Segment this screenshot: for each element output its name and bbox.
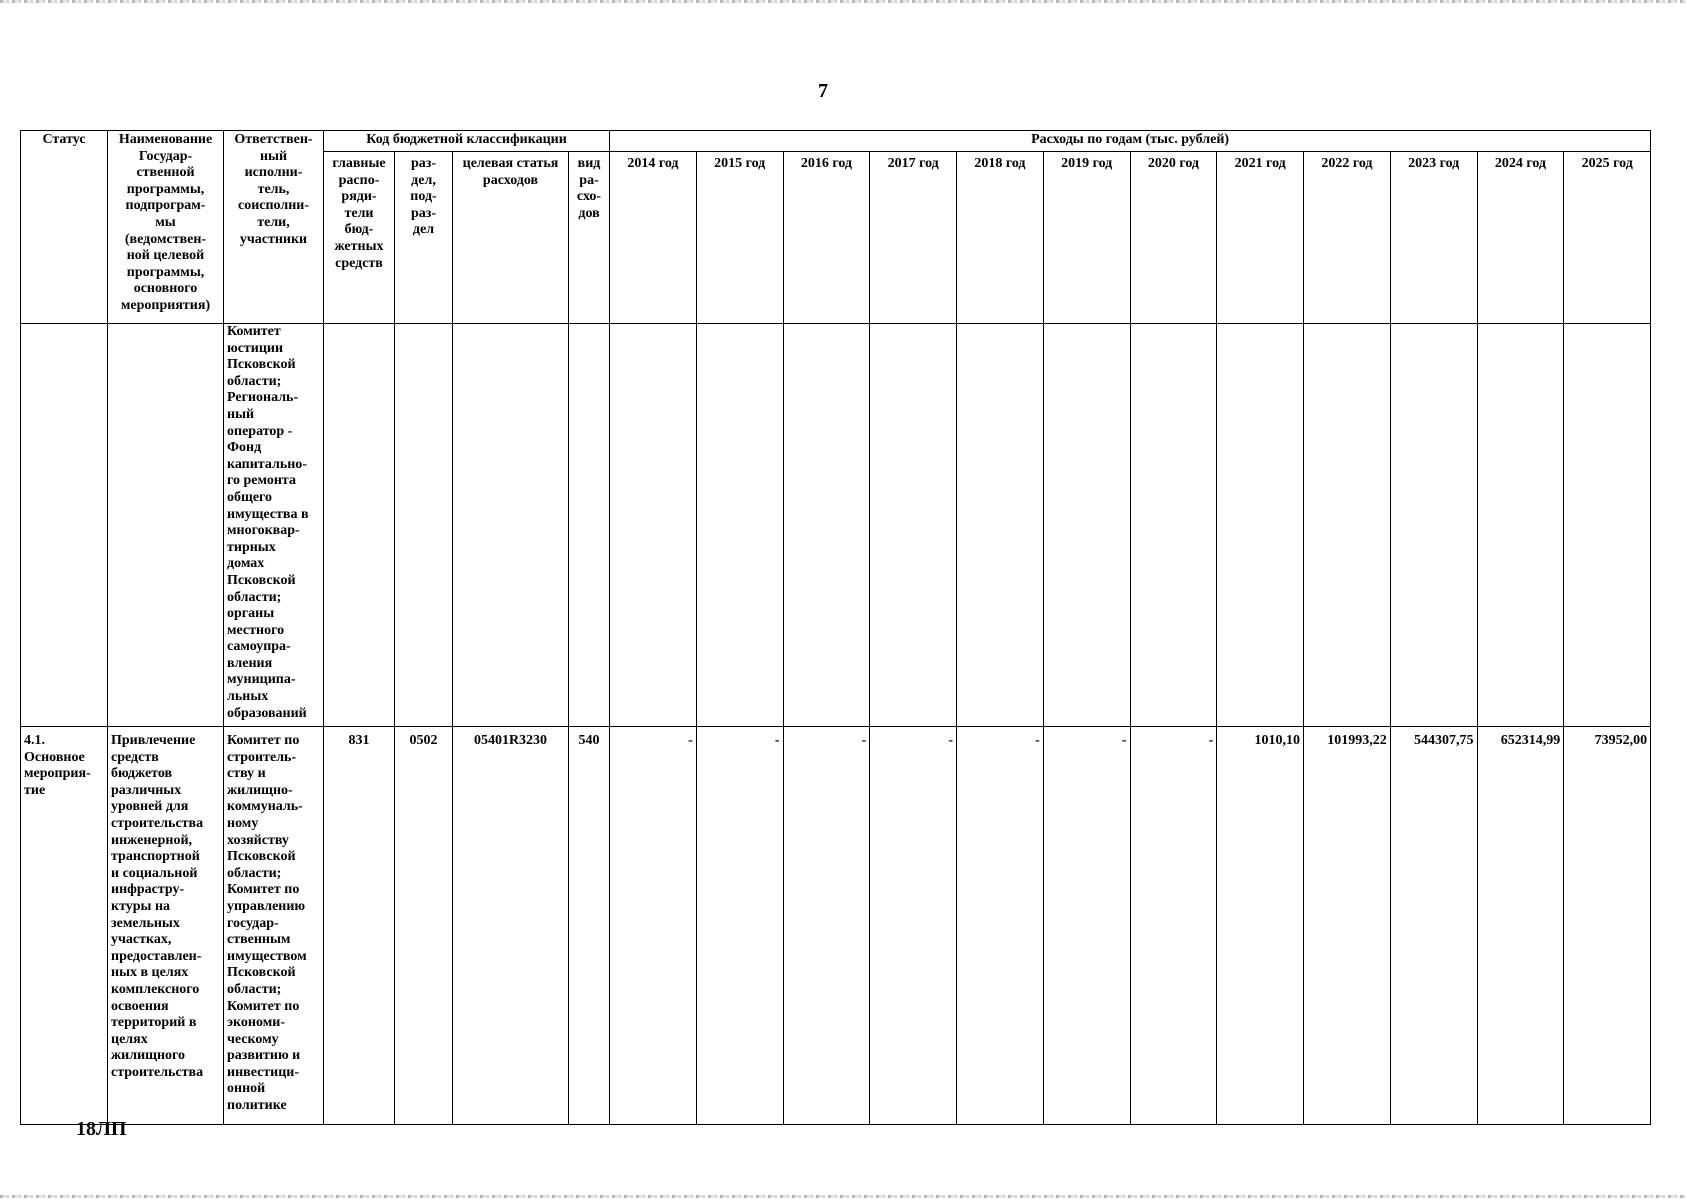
header-responsible: Ответствен- ный исполни- тель, соисполни- тели, участники bbox=[224, 131, 324, 324]
header-section: раз- дел, под- раз- дел bbox=[395, 152, 453, 324]
cell-value bbox=[1477, 324, 1564, 727]
document-code: 18ЛП bbox=[76, 1118, 127, 1140]
header-year: 2017 год bbox=[870, 152, 957, 324]
cell-code: 831 bbox=[324, 727, 395, 1125]
cell-value: - bbox=[957, 727, 1044, 1125]
scan-edge-top bbox=[0, 0, 1686, 3]
cell-value: - bbox=[610, 727, 697, 1125]
cell-name: Привлечение средств бюджетов различных уровней для строительства инженерной, транспортной и социальной инфрастру- ктуры на земельных участках, предоставлен- ных в целях комплексного освоения территорий в целях жилищного строительства bbox=[108, 727, 224, 1125]
header-target-item: целевая статья расходов bbox=[453, 152, 569, 324]
cell-code: 540 bbox=[569, 727, 610, 1125]
header-year: 2025 год bbox=[1564, 152, 1651, 324]
cell-code bbox=[395, 324, 453, 727]
cell-responsible: Комитет по строитель- ству и жилищно- коммуналь- ному хозяйству Псковской области; Комитет по управлению государ- ственным имуществом Псковской области; Комитет по экономи- ческому развитию и инвестици- онной политике bbox=[224, 727, 324, 1125]
header-main-managers: главные распо- ряди- тели бюд- жетных средств bbox=[324, 152, 395, 324]
header-expenses-group: Расходы по годам (тыс. рублей) bbox=[610, 131, 1651, 152]
cell-value bbox=[696, 324, 783, 727]
cell-value bbox=[1130, 324, 1217, 727]
cell-responsible: Комитет юстиции Псковской области; Региональ- ный оператор - Фонд капитально- го ремонта общего имущества в многоквар- тирных домах Псковской области; органы местного самоупра- вления муниципа- льных образований bbox=[224, 324, 324, 727]
cell-name bbox=[108, 324, 224, 727]
header-year: 2018 год bbox=[957, 152, 1044, 324]
header-status: Статус bbox=[21, 131, 108, 324]
cell-value: - bbox=[870, 727, 957, 1125]
cell-status: 4.1. Основное мероприя- тие bbox=[21, 727, 108, 1125]
header-year: 2015 год bbox=[696, 152, 783, 324]
budget-expenses-table bbox=[20, 130, 1651, 1125]
cell-value: 101993,22 bbox=[1304, 727, 1391, 1125]
cell-value bbox=[1217, 324, 1304, 727]
header-budget-code-group: Код бюджетной классификации bbox=[324, 131, 610, 152]
cell-value bbox=[1564, 324, 1651, 727]
cell-status bbox=[21, 324, 108, 727]
cell-value bbox=[957, 324, 1044, 727]
page-number: 7 bbox=[818, 80, 828, 102]
header-row-1 bbox=[21, 131, 1651, 152]
cell-value bbox=[1304, 324, 1391, 727]
header-year: 2022 год bbox=[1304, 152, 1391, 324]
cell-value: 544307,75 bbox=[1390, 727, 1477, 1125]
cell-code bbox=[324, 324, 395, 727]
cell-code: 05401R3230 bbox=[453, 727, 569, 1125]
cell-value: - bbox=[1043, 727, 1130, 1125]
cell-value: - bbox=[696, 727, 783, 1125]
cell-value bbox=[870, 324, 957, 727]
cell-code: 0502 bbox=[395, 727, 453, 1125]
cell-value: - bbox=[1130, 727, 1217, 1125]
header-year: 2021 год bbox=[1217, 152, 1304, 324]
header-year: 2024 год bbox=[1477, 152, 1564, 324]
cell-code bbox=[453, 324, 569, 727]
header-year: 2020 год bbox=[1130, 152, 1217, 324]
table-row bbox=[21, 324, 1651, 727]
cell-value bbox=[610, 324, 697, 727]
header-expense-type: вид ра- схо- дов bbox=[569, 152, 610, 324]
cell-value bbox=[1043, 324, 1130, 727]
header-year: 2023 год bbox=[1390, 152, 1477, 324]
cell-value bbox=[1390, 324, 1477, 727]
cell-value: 652314,99 bbox=[1477, 727, 1564, 1125]
cell-value bbox=[783, 324, 870, 727]
header-year: 2019 год bbox=[1043, 152, 1130, 324]
scan-edge-bottom bbox=[0, 1195, 1686, 1198]
header-year: 2014 год bbox=[610, 152, 697, 324]
cell-value: 73952,00 bbox=[1564, 727, 1651, 1125]
table-row bbox=[21, 727, 1651, 1125]
header-name: Наименование Государ- ственной программы, подпрограм- мы (ведомствен- ной целевой программы, основного мероприятия) bbox=[108, 131, 224, 324]
header-year: 2016 год bbox=[783, 152, 870, 324]
cell-code bbox=[569, 324, 610, 727]
cell-value: 1010,10 bbox=[1217, 727, 1304, 1125]
cell-value: - bbox=[783, 727, 870, 1125]
